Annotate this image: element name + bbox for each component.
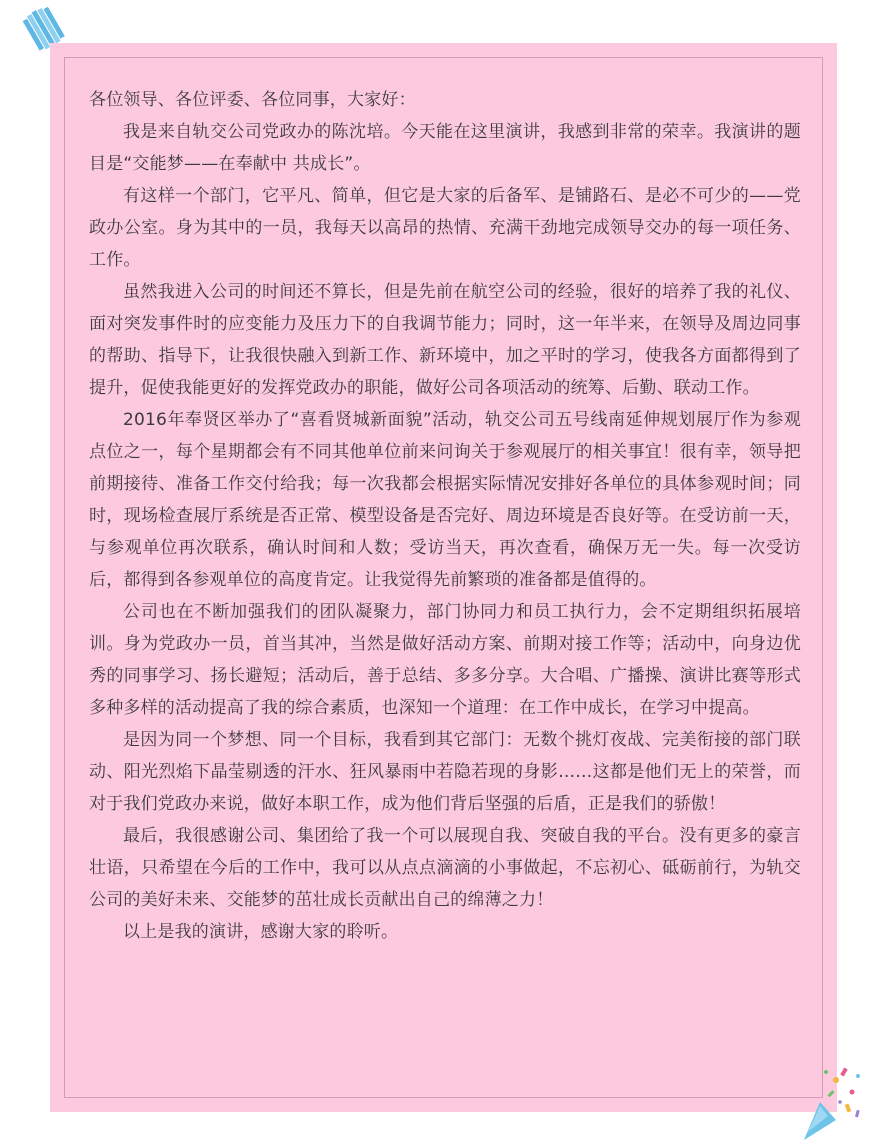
speech-greeting: 各位领导、各位评委、各位同事，大家好： <box>89 90 416 110</box>
confetti-cone-icon <box>796 1062 868 1142</box>
speech-paragraph: 有这样一个部门，它平凡、简单，但它是大家的后备军、是铺路石、是必不可少的——党政办公室。身为其中的一员，我每天以高昂的热情、充满干劲地完成领导交办的每一项任务、工作。 <box>89 186 801 270</box>
speech-text <box>89 84 801 948</box>
speech-paragraph: 虽然我进入公司的时间还不算长，但是先前在航空公司的经验，很好的培养了我的礼仪、面对突发事件时的应变能力及压力下的自我调节能力；同时，这一年半来，在领导及周边同事的帮助、指导下，让我很快融入到新工作、新环境中，加之平时的学习，使我各方面都得到了提升，促使我能更好的发挥党政办的职能，做好公司各项活动的统筹、后勤、联动工作。 <box>89 282 801 398</box>
speech-paragraph: 是因为同一个梦想、同一个目标，我看到其它部门：无数个挑灯夜战、完美衔接的部门联动、阳光烈焰下晶莹剔透的汗水、狂风暴雨中若隐若现的身影……这都是他们无上的荣誉，而对于我们党政办来说，做好本职工作，成为他们背后坚强的后盾，正是我们的骄傲！ <box>89 730 801 814</box>
speech-paragraph: 我是来自轨交公司党政办的陈沈培。今天能在这里演讲，我感到非常的荣幸。我演讲的题目是“交能梦——在奉献中 共成长”。 <box>89 122 801 174</box>
speech-paragraph: 最后，我很感谢公司、集团给了我一个可以展现自我、突破自我的平台。没有更多的豪言壮语，只希望在今后的工作中，我可以从点点滴滴的小事做起，不忘初心、砥砺前行，为轨交公司的美好未来、交能梦的茁壮成长贡献出自己的绵薄之力！ <box>89 826 801 910</box>
speech-paragraph: 2016年奉贤区举办了“喜看贤城新面貌”活动，轨交公司五号线南延伸规划展厅作为参观点位之一，每个星期都会有不同其他单位前来问询关于参观展厅的相关事宜！很有幸，领导把前期接待、准备工作交付给我；每一次我都会根据实际情况安排好各单位的具体参观时间；同时，现场检查展厅系统是否正常、模型设备是否完好、周边环境是否良好等。在受访前一天，与参观单位再次联系，确认时间和人数；受访当天，再次查看，确保万无一失。每一次受访后，都得到各参观单位的高度肯定。让我觉得先前繁琐的准备都是值得的。 <box>89 410 801 590</box>
speech-paragraph: 公司也在不断加强我们的团队凝聚力，部门协同力和员工执行力，会不定期组织拓展培训。身为党政办一员，首当其冲，当然是做好活动方案、前期对接工作等；活动中，向身边优秀的同事学习、扬长避短；活动后，善于总结、多多分享。大合唱、广播操、演讲比赛等形式多种多样的活动提高了我的综合素质，也深知一个道理：在工作中成长，在学习中提高。 <box>89 602 801 718</box>
speech-closing: 以上是我的演讲，感谢大家的聆听。 <box>123 922 399 942</box>
